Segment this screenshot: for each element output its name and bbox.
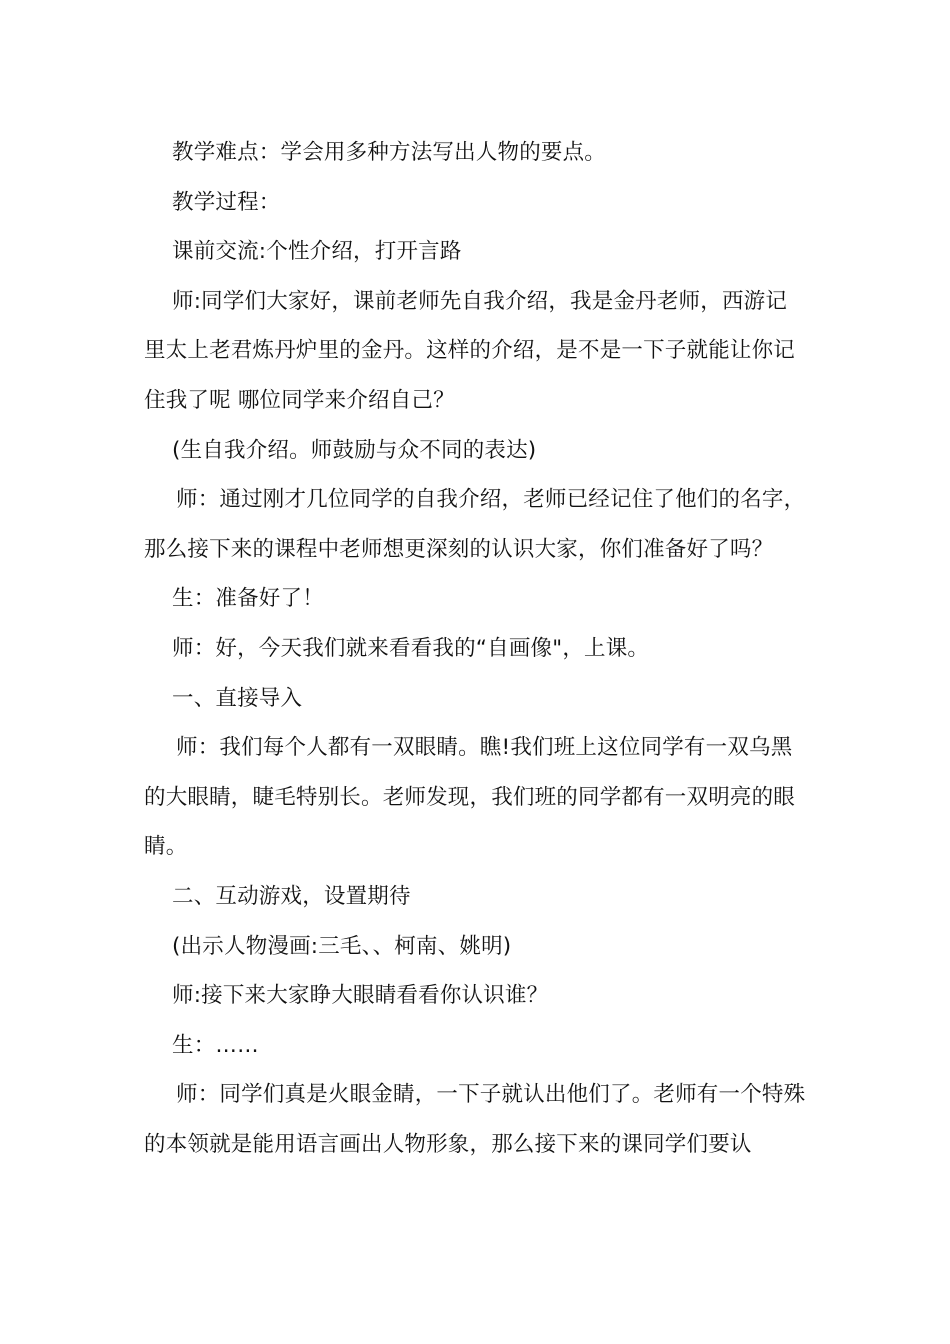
paragraph-pre-class-exchange: 课前交流:个性介绍，打开言路 — [172, 239, 462, 265]
paragraph-student-ellipsis: 生：…… — [172, 1032, 259, 1058]
paragraph-student-intro-note: (生自我介绍。师鼓励与众不同的表达) — [172, 437, 537, 463]
paragraph-section-two-heading: 二、互动游戏，设置期待 — [172, 883, 411, 909]
paragraph-teacher-remember: 师：通过刚才几位同学的自我介绍，老师已经记住了他们的名字，那么接下来的课程中老师想更深刻的认识大家，你们准备好了吗？ — [144, 487, 806, 562]
paragraph-teacher-eyes: 师：我们每个人都有一双眼睛。瞧!我们班上这位同学有一双乌黑的大眼睛，睫毛特别长。老师发现，我们班的同学都有一双明亮的眼睛。 — [144, 735, 796, 860]
paragraph-section-one-heading: 一、直接导入 — [172, 685, 303, 711]
paragraph-teacher-who-question: 师:接下来大家睁大眼睛看看你认识谁？ — [172, 983, 549, 1009]
paragraph-show-cartoons-note: (出示人物漫画:三毛、、柯南、姚明) — [172, 933, 512, 959]
document-body — [144, 128, 808, 1169]
paragraph-teaching-difficulty: 教学难点：学会用多种方法写出人物的要点。 — [172, 140, 607, 165]
paragraph-teaching-process: 教学过程： — [172, 189, 281, 215]
paragraph-teacher-special-skill: 师：同学们真是火眼金睛，一下子就认出他们了。老师有一个特殊的本领就是能用语言画出人物形象，那么接下来的课同学们要认 — [144, 1082, 806, 1157]
paragraph-teacher-intro: 师:同学们大家好，课前老师先自我介绍，我是金丹老师，西游记里太上老君炼丹炉里的金丹。这样的介绍，是不是一下子就能让你记住我了呢 哪位同学来介绍自己？ — [144, 288, 796, 413]
paragraph-student-ready: 生：准备好了！ — [172, 586, 324, 612]
paragraph-teacher-start-class: 师：好，今天我们就来看看我的“自画像"，上课。 — [172, 635, 650, 661]
